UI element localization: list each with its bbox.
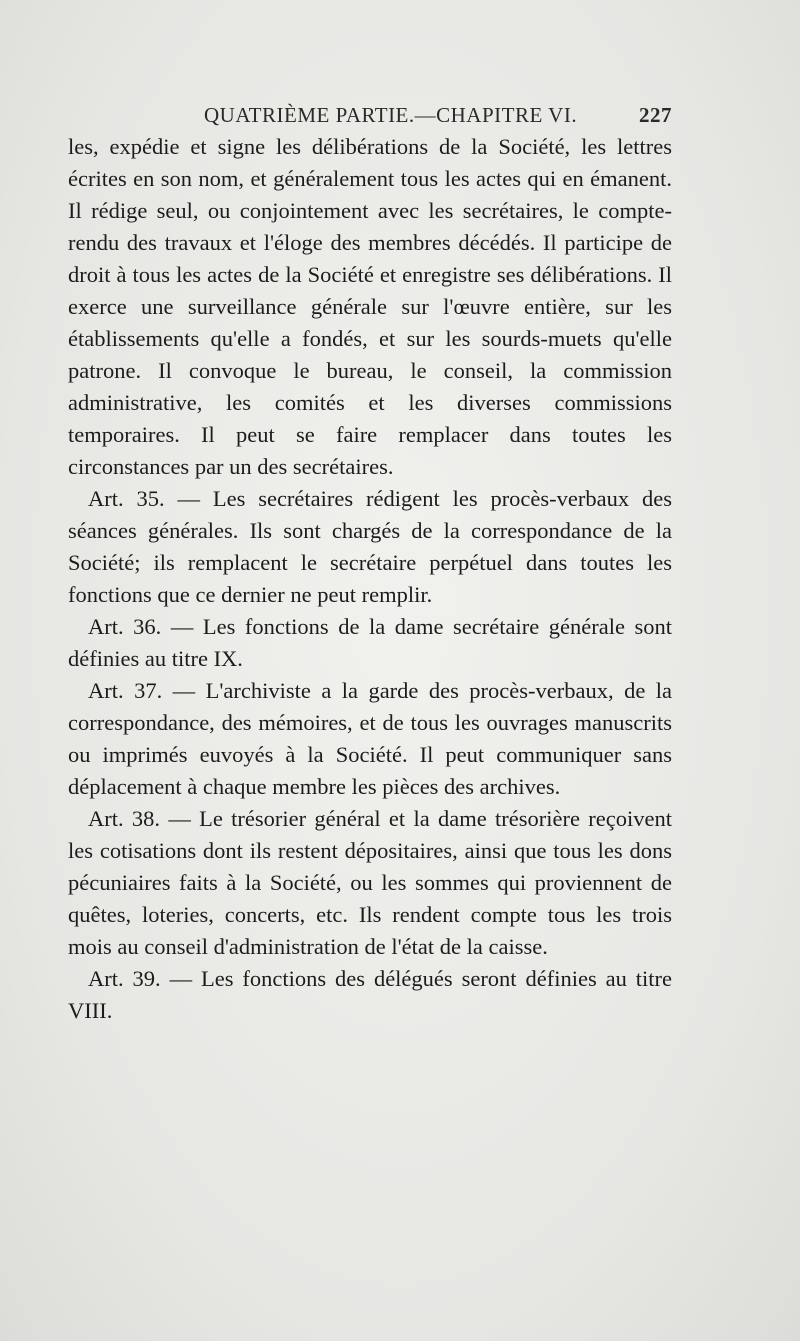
- article-36: Art. 36. — Les fonctions de la dame secrétaire générale sont définies au titre IX.: [68, 614, 672, 671]
- paragraph-continuation: les, expédie et signe les délibérations de la Société, les lettres écrites en son nom, et généralement tous les actes qui en émanent. Il rédige seul, ou conjointement avec les secrétaires, le compte-rendu des travaux et l'éloge des membres décédés. Il participe de droit à tous les actes de la Société et enregistre ses délibérations. Il exerce une surveillance générale sur l'œuvre entière, sur les établissements qu'elle a fondés, et sur les sourds-muets qu'elle patrone. Il convoque le bureau, le conseil, la commission administrative, les comités et les diverses commissions temporaires. Il peut se faire remplacer dans toutes les circonstances par un des secrétaires.: [68, 134, 672, 479]
- article-35: Art. 35. — Les secrétaires rédigent les procès-verbaux des séances générales. Ils sont chargés de la correspondance de la Société; ils remplacent le secrétaire perpétuel dans toutes les fonctions que ce dernier ne peut remplir.: [68, 486, 672, 607]
- article-38: Art. 38. — Le trésorier général et la dame trésorière reçoivent les cotisations dont ils restent dépositaires, ainsi que tous les dons pécuniaires faits à la Société, ou les sommes qui proviennent de quêtes, loteries, concerts, etc. Ils rendent compte tous les trois mois au conseil d'administration de l'état de la caisse.: [68, 806, 672, 959]
- running-title: QUATRIÈME PARTIE.—CHAPITRE VI.: [204, 103, 578, 127]
- running-header: [204, 103, 676, 131]
- body-text: [68, 131, 672, 1027]
- article-37: Art. 37. — L'archiviste a la garde des procès-verbaux, de la correspondance, des mémoires, et de tous les ouvrages manuscrits ou imprimés euvoyés à la Société. Il peut communiquer sans déplacement à chaque membre les pièces des archives.: [68, 678, 672, 799]
- article-39: Art. 39. — Les fonctions des délégués seront définies au titre VIII.: [68, 966, 672, 1023]
- page-number: 227: [639, 103, 672, 127]
